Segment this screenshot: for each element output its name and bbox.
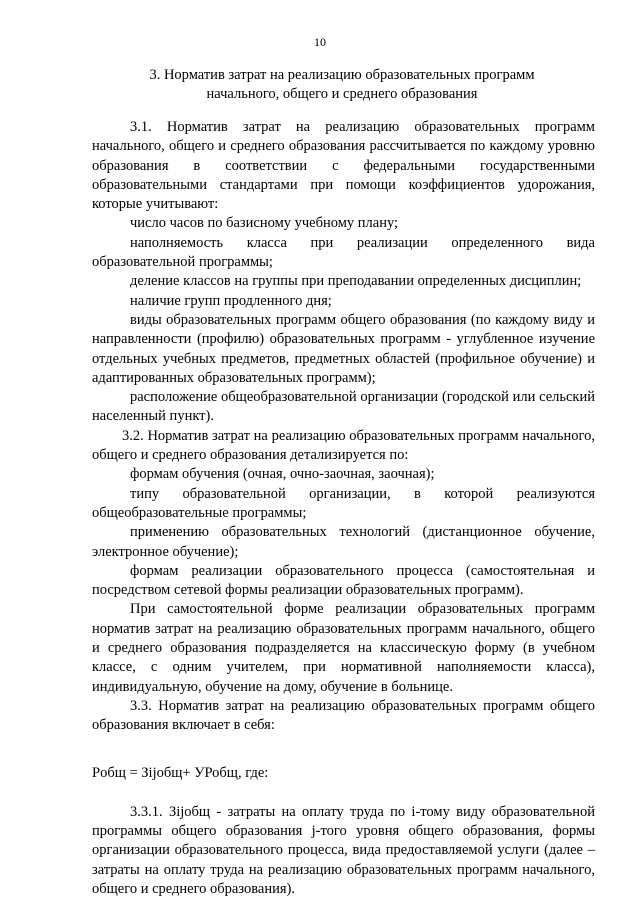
- list-item-location: расположение общеобразовательной организации (городской или сельский населенный пункт).: [92, 389, 595, 425]
- list-item-group-division: деление классов на группы при преподавании определенных дисциплин;: [130, 273, 582, 290]
- paragraph-independent-form: При самостоятельной форме реализации образовательных программ норматив затрат на реализацию образовательных программ начального, общего и среднего образования подразделяется на классическую форму (в учебном классе, с одним учителем, при нормативной наполняемости класса), индивидуальную, обучение на дому, обучение в больнице.: [92, 601, 595, 695]
- paragraph-3-3: 3.3. Норматив затрат на реализацию образовательных программ общего образования включает в себя:: [92, 697, 595, 734]
- list-item-hours: число часов по базисному учебному плану;: [130, 215, 399, 232]
- section-title-line-2: начального, общего и среднего образования: [206, 86, 478, 102]
- list-item-process-forms: формам реализации образовательного процесса (самостоятельная и посредством сетевой формы реализации образовательных программ).: [92, 562, 595, 599]
- formula: Pобщ = Зijобщ+ УРобщ, где:: [92, 764, 269, 781]
- list-item-extended-day: наличие групп продленного дня;: [130, 292, 332, 309]
- paragraph-3-3-1: 3.3.1. Зijобщ - затраты на оплату труда по i-тому виду образовательной программы общего образования j-того уровня общего образования, формы организации образовательного процесса, вида предоставляемой услуги (далее – затраты на оплату труда на реализацию образовательных программ начального, общего и среднего образования).: [92, 803, 595, 897]
- list-item-org-type: типу образовательной организации, в которой реализуются общеобразовательные программы;: [92, 485, 595, 521]
- paragraph-3-2: 3.2. Норматив затрат на реализацию образовательных программ начального, общего и среднего образования детализируется по:: [92, 427, 595, 464]
- paragraph-3-1: 3.1. Норматив затрат на реализацию образовательных программ начального, общего и среднего образования рассчитывается по каждому уровню образования в соответствии с федеральными государственными образовательными стандартами при помощи коэффициентов удорожания, которые учитывают:: [92, 119, 595, 213]
- list-item-study-forms: формам обучения (очная, очно-заочная, заочная);: [130, 466, 435, 483]
- list-item-technologies: применению образовательных технологий (дистанционное обучение, электронное обучение);: [92, 524, 595, 560]
- page-number: 10: [314, 35, 326, 49]
- section-title: [92, 66, 592, 104]
- section-title-line-1: 3. Норматив затрат на реализацию образовательных программ: [149, 67, 535, 83]
- list-item-program-kinds: виды образовательных программ общего образования (по каждому виду и направленности (профилю) образовательных программ - углубленное изучение отдельных учебных предметов, предметных областей (профильное обучение) и адаптированных образовательных программ);: [92, 311, 595, 386]
- list-item-class-fill: наполняемость класса при реализации определенного вида образовательной программы;: [92, 234, 595, 271]
- document-body: [92, 118, 595, 899]
